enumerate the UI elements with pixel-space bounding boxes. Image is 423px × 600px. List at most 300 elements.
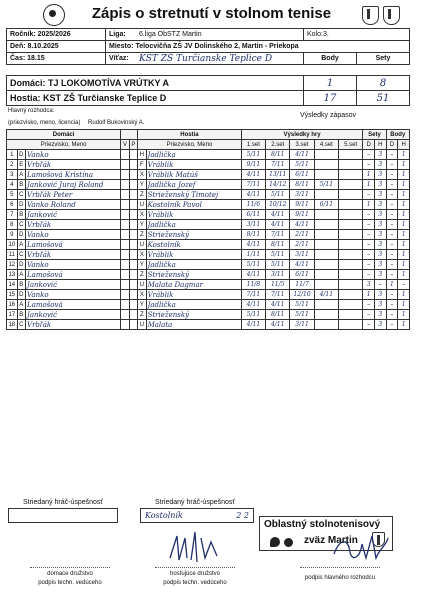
away-player-name: Strieženský bbox=[146, 310, 241, 320]
home-player-name: Vrbľák bbox=[26, 250, 121, 260]
time-label: Čas: 18.15 bbox=[7, 53, 106, 65]
set-5-score bbox=[339, 220, 363, 230]
sets-away: 3 bbox=[374, 200, 386, 210]
home-loss-cell bbox=[129, 210, 137, 220]
points-away: 1 bbox=[398, 170, 410, 180]
sets-home: – bbox=[363, 160, 375, 170]
set-4-score: 6/11 bbox=[314, 200, 338, 210]
home-loss-cell bbox=[129, 290, 137, 300]
away-player-letter: Z bbox=[138, 270, 146, 280]
home-win-cell bbox=[121, 190, 129, 200]
match-number: 6 bbox=[7, 200, 18, 210]
points-away: 1 bbox=[398, 210, 410, 220]
set-2-score: 8/11 bbox=[266, 310, 290, 320]
away-sets: 51 bbox=[357, 91, 410, 106]
table-row bbox=[7, 170, 410, 180]
away-signature bbox=[165, 528, 225, 568]
home-team-label: Domáci: bbox=[10, 78, 46, 88]
set-1-score: 5/11 bbox=[241, 310, 265, 320]
away-player-name: Strieženský bbox=[146, 270, 241, 280]
points-away: 1 bbox=[398, 240, 410, 250]
away-signature-line bbox=[155, 567, 235, 568]
set-3-score: 2/11 bbox=[290, 230, 314, 240]
sets-home: – bbox=[363, 260, 375, 270]
away-player-letter: X bbox=[138, 210, 146, 220]
home-points: 1 bbox=[304, 76, 357, 91]
sets-home: 1 bbox=[363, 180, 375, 190]
away-player-name: Jadlička bbox=[146, 300, 241, 310]
set-3-score: 4/11 bbox=[290, 150, 314, 160]
points-away: 1 bbox=[398, 260, 410, 270]
points-home: – bbox=[386, 210, 398, 220]
home-name-subheader: Priezvisko, Meno bbox=[7, 140, 121, 150]
sets-home: 1 bbox=[363, 290, 375, 300]
table-row bbox=[7, 160, 410, 170]
home-loss-cell bbox=[129, 250, 137, 260]
win-subheader: V bbox=[121, 140, 129, 150]
points-home: – bbox=[386, 230, 398, 240]
home-win-cell bbox=[121, 290, 129, 300]
home-player-letter: D bbox=[17, 260, 25, 270]
match-number: 7 bbox=[7, 210, 18, 220]
points-away: 1 bbox=[398, 290, 410, 300]
home-player-letter: C bbox=[17, 250, 25, 260]
set-3-score: 3/11 bbox=[290, 250, 314, 260]
match-number: 2 bbox=[7, 160, 18, 170]
match-header-table bbox=[6, 28, 410, 65]
points-away: 1 bbox=[398, 150, 410, 160]
home-win-cell bbox=[121, 160, 129, 170]
grid-subheader-row bbox=[7, 140, 410, 150]
table-row bbox=[7, 320, 410, 330]
set-2-score: 4/11 bbox=[266, 300, 290, 310]
table-row bbox=[7, 190, 410, 200]
set-1-score: 4/11 bbox=[241, 300, 265, 310]
sets-away-header: H bbox=[374, 140, 386, 150]
points-home: – bbox=[386, 150, 398, 160]
set-2-score: 4/11 bbox=[266, 220, 290, 230]
sets-away: 3 bbox=[374, 210, 386, 220]
home-player-name: Vrbľák bbox=[26, 160, 121, 170]
set-5-score bbox=[339, 170, 363, 180]
set-4-score bbox=[314, 160, 338, 170]
away-player-name: Jadlička bbox=[146, 260, 241, 270]
table-row bbox=[7, 280, 410, 290]
away-player-letter: U bbox=[138, 200, 146, 210]
table-row bbox=[7, 210, 410, 220]
home-player-letter: C bbox=[17, 220, 25, 230]
results-grid bbox=[6, 129, 410, 330]
set-1-score: 3/11 bbox=[241, 220, 265, 230]
home-loss-cell bbox=[129, 280, 137, 290]
points-header: Body bbox=[304, 53, 357, 65]
home-win-cell bbox=[121, 220, 129, 230]
home-substitution-box bbox=[8, 508, 118, 523]
points-home: – bbox=[386, 190, 398, 200]
table-row bbox=[7, 220, 410, 230]
away-points: 17 bbox=[304, 91, 357, 106]
set-3-score: 9/11 bbox=[290, 200, 314, 210]
away-player-letter: Z bbox=[138, 310, 146, 320]
set-3-score: 5/11 bbox=[290, 160, 314, 170]
home-player-letter: D bbox=[17, 230, 25, 240]
away-player-name: Jadlička Jozef bbox=[146, 180, 241, 190]
set-4-score bbox=[314, 310, 338, 320]
league-label: Liga: bbox=[106, 29, 137, 41]
set-2-score: 5/11 bbox=[266, 250, 290, 260]
points-home: – bbox=[386, 290, 398, 300]
points-home: – bbox=[386, 180, 398, 190]
away-player-name: Strieženský bbox=[146, 230, 241, 240]
set-5-score bbox=[339, 250, 363, 260]
points-home: – bbox=[386, 270, 398, 280]
home-player-letter: B bbox=[17, 310, 25, 320]
away-substitution-score: 2 2 bbox=[236, 511, 249, 520]
set-5-header: 5.set bbox=[339, 140, 363, 150]
points-home: – bbox=[386, 170, 398, 180]
set-1-score: 4/11 bbox=[241, 170, 265, 180]
away-player-letter: F bbox=[138, 160, 146, 170]
set-5-score bbox=[339, 180, 363, 190]
sets-away: 3 bbox=[374, 160, 386, 170]
set-4-score bbox=[314, 190, 338, 200]
set-4-header: 4.set bbox=[314, 140, 338, 150]
venue-label: Miesto: Telocvičňa ZŠ JV Dolinského 2, Martin - Priekopa bbox=[106, 41, 410, 53]
set-2-score: 8/11 bbox=[266, 240, 290, 250]
away-player-letter: Y bbox=[138, 180, 146, 190]
match-number: 1 bbox=[7, 150, 18, 160]
set-5-score bbox=[339, 320, 363, 330]
points-away: 1 bbox=[398, 250, 410, 260]
home-loss-cell bbox=[129, 240, 137, 250]
away-team-label: Hostia: bbox=[10, 93, 41, 103]
away-team-row bbox=[7, 91, 304, 106]
home-loss-cell bbox=[129, 170, 137, 180]
points-home: – bbox=[386, 200, 398, 210]
match-number: 3 bbox=[7, 170, 18, 180]
set-5-score bbox=[339, 230, 363, 240]
set-3-score: 6/11 bbox=[290, 270, 314, 280]
round-label: Kolo:3. bbox=[304, 29, 410, 41]
home-win-cell bbox=[121, 180, 129, 190]
home-loss-cell bbox=[129, 320, 137, 330]
home-loss-cell bbox=[129, 230, 137, 240]
set-5-score bbox=[339, 260, 363, 270]
set-2-score: 14/12 bbox=[266, 180, 290, 190]
sets-away: 3 bbox=[374, 260, 386, 270]
set-3-score: 6/11 bbox=[290, 170, 314, 180]
table-row bbox=[7, 150, 410, 160]
sets-home: – bbox=[363, 310, 375, 320]
points-home: – bbox=[386, 300, 398, 310]
referee-name: Rudolf Bukovinský A. bbox=[88, 120, 145, 126]
set-1-header: 1.set bbox=[241, 140, 265, 150]
table-row bbox=[7, 230, 410, 240]
set-2-score: 7/11 bbox=[266, 160, 290, 170]
set-5-score bbox=[339, 210, 363, 220]
home-player-name: Vrbľák bbox=[26, 220, 121, 230]
table-row bbox=[7, 180, 410, 190]
sets-away: 3 bbox=[374, 180, 386, 190]
sets-away: 3 bbox=[374, 290, 386, 300]
table-row bbox=[7, 200, 410, 210]
points-away: 1 bbox=[398, 180, 410, 190]
points-home: – bbox=[386, 320, 398, 330]
home-team-row bbox=[7, 76, 304, 91]
away-player-letter: U bbox=[138, 240, 146, 250]
set-1-score: 8/11 bbox=[241, 230, 265, 240]
match-number: 8 bbox=[7, 220, 18, 230]
match-number: 15 bbox=[8, 291, 16, 298]
home-player-name: Vanko bbox=[26, 260, 121, 270]
set-3-score: 4/11 bbox=[290, 220, 314, 230]
away-player-letter: X bbox=[138, 170, 146, 180]
points-home: – bbox=[386, 160, 398, 170]
set-4-score bbox=[314, 170, 338, 180]
referee-signature-line bbox=[300, 567, 380, 568]
sets-home: – bbox=[363, 150, 375, 160]
sets-away: 3 bbox=[374, 150, 386, 160]
set-4-score: 5/11 bbox=[314, 180, 338, 190]
paddle-icon bbox=[270, 537, 280, 547]
home-player-letter: D bbox=[17, 150, 25, 160]
sets-away: 3 bbox=[374, 220, 386, 230]
home-win-cell bbox=[121, 240, 129, 250]
home-player-letter: A bbox=[17, 170, 25, 180]
sets-home: – bbox=[363, 240, 375, 250]
set-1-score: 6/11 bbox=[241, 210, 265, 220]
page-title: Zápis o stretnutí v stolnom tenise bbox=[91, 5, 332, 22]
home-player-letter: B bbox=[17, 180, 25, 190]
ball-icon bbox=[284, 538, 293, 547]
sets-home: – bbox=[363, 210, 375, 220]
home-player-letter: A bbox=[17, 240, 25, 250]
set-5-score bbox=[339, 300, 363, 310]
set-1-score: 11/6 bbox=[241, 200, 265, 210]
sets-home: 3 bbox=[363, 280, 375, 290]
set-1-score: 7/11 bbox=[241, 180, 265, 190]
set-5-score bbox=[339, 240, 363, 250]
points-away: 1 bbox=[398, 300, 410, 310]
table-row bbox=[7, 290, 410, 300]
winner-value: KST ZŠ Turčianske Teplice D bbox=[136, 53, 304, 65]
set-3-score: 3/11 bbox=[290, 190, 314, 200]
sets-home: 1 bbox=[363, 170, 375, 180]
date-label: Deň: 8.10.2025 bbox=[7, 41, 106, 53]
away-substitution-label: Striedaný hráč-úspešnosť bbox=[154, 499, 236, 506]
set-3-score: 9/11 bbox=[290, 210, 314, 220]
union-name-line1: Oblastný stolnotenisový bbox=[264, 519, 381, 530]
home-player-name: Vanko bbox=[26, 230, 121, 240]
home-player-name: Janković Juraj Roland bbox=[26, 180, 121, 190]
home-player-letter: A bbox=[17, 270, 25, 280]
away-player-letter: Z bbox=[138, 230, 146, 240]
sets-away: 3 bbox=[374, 190, 386, 200]
home-player-name: Vanko Roland bbox=[26, 200, 121, 210]
sets-home: – bbox=[363, 250, 375, 260]
referee-label: Hlavný rozhodca: bbox=[8, 108, 55, 114]
set-4-score bbox=[314, 280, 338, 290]
set-5-score bbox=[339, 150, 363, 160]
away-player-letter: H bbox=[138, 150, 146, 160]
home-player-letter: D bbox=[17, 290, 25, 300]
home-player-name: Lamošová bbox=[26, 270, 121, 280]
sets-away: 3 bbox=[374, 320, 386, 330]
home-win-cell bbox=[121, 170, 129, 180]
referee-signature bbox=[330, 528, 390, 568]
loss-subheader: P bbox=[129, 140, 137, 150]
set-1-score: 7/11 bbox=[241, 290, 265, 300]
set-3-score: 2/11 bbox=[290, 240, 314, 250]
match-number: 13 bbox=[8, 271, 16, 278]
away-player-name: Kostolník Pavol bbox=[146, 200, 241, 210]
home-loss-cell bbox=[129, 310, 137, 320]
sets-away: 3 bbox=[374, 300, 386, 310]
home-win-cell bbox=[121, 260, 129, 270]
set-1-score: 5/11 bbox=[241, 150, 265, 160]
points-away: 1 bbox=[398, 190, 410, 200]
home-player-name: Vrbľák bbox=[26, 320, 121, 330]
home-loss-cell bbox=[129, 270, 137, 280]
set-3-score: 11/7 bbox=[290, 280, 314, 290]
match-number: 17 bbox=[8, 311, 16, 318]
sets-home: – bbox=[363, 190, 375, 200]
match-number: 4 bbox=[7, 180, 18, 190]
table-row bbox=[7, 310, 410, 320]
grid-sets-header: Sety bbox=[363, 130, 386, 140]
away-player-letter: Y bbox=[138, 300, 146, 310]
away-player-name: Jadlička bbox=[146, 220, 241, 230]
match-number: 14 bbox=[8, 281, 16, 288]
home-loss-cell bbox=[129, 300, 137, 310]
home-vp-header bbox=[121, 130, 138, 140]
points-home: – bbox=[386, 240, 398, 250]
home-win-cell bbox=[121, 320, 129, 330]
set-2-score: 3/11 bbox=[266, 270, 290, 280]
home-player-letter: D bbox=[17, 200, 25, 210]
set-4-score bbox=[314, 150, 338, 160]
season-label: Ročník: 2025/2026 bbox=[7, 29, 106, 41]
set-1-score: 4/11 bbox=[241, 240, 265, 250]
set-2-score: 7/11 bbox=[266, 290, 290, 300]
home-team-name: TJ LOKOMOTÍVA VRÚTKY A bbox=[48, 78, 170, 88]
home-loss-cell bbox=[129, 200, 137, 210]
away-player-name: Vráblik bbox=[146, 210, 241, 220]
set-2-score: 8/11 bbox=[266, 150, 290, 160]
set-3-score: 8/11 bbox=[290, 180, 314, 190]
set-2-score: 10/12 bbox=[266, 200, 290, 210]
coat-of-arms-icon bbox=[383, 6, 400, 25]
sets-home-header: D bbox=[363, 140, 375, 150]
home-player-name: Lamošová bbox=[26, 240, 121, 250]
sets-home: – bbox=[363, 270, 375, 280]
home-player-letter: C bbox=[17, 320, 25, 330]
winner-label: Víťaz: bbox=[106, 53, 137, 65]
home-player-letter: C bbox=[17, 190, 25, 200]
points-home: – bbox=[386, 310, 398, 320]
set-1-score: 4/11 bbox=[241, 270, 265, 280]
points-away: 1 bbox=[398, 200, 410, 210]
home-player-name: Lamošová Kristína bbox=[26, 170, 121, 180]
set-5-score bbox=[339, 310, 363, 320]
set-5-score bbox=[339, 200, 363, 210]
set-4-score bbox=[314, 270, 338, 280]
away-player-name: Strieženský Timotej bbox=[146, 190, 241, 200]
set-5-score bbox=[339, 290, 363, 300]
away-name-subheader: Priezvisko, Meno bbox=[138, 140, 242, 150]
table-row bbox=[7, 240, 410, 250]
home-win-cell bbox=[121, 250, 129, 260]
set-2-score: 4/11 bbox=[266, 320, 290, 330]
away-team-sign-sublabel: podpis techn. vedúceho bbox=[163, 580, 227, 586]
home-win-cell bbox=[121, 280, 129, 290]
away-substitution-box bbox=[140, 508, 254, 523]
match-number: 18 bbox=[8, 321, 16, 328]
away-player-name: Malata Dagmar bbox=[146, 280, 241, 290]
away-player-letter: U bbox=[138, 320, 146, 330]
home-win-cell bbox=[121, 300, 129, 310]
set-5-score bbox=[339, 160, 363, 170]
table-row bbox=[7, 260, 410, 270]
away-player-letter: Y bbox=[138, 260, 146, 270]
set-3-header: 3.set bbox=[290, 140, 314, 150]
set-1-score: 5/11 bbox=[241, 260, 265, 270]
away-player-letter: U bbox=[138, 280, 146, 290]
match-number: 12 bbox=[8, 261, 16, 268]
away-player-name: Malata bbox=[146, 320, 241, 330]
away-player-name: Vráblik bbox=[146, 250, 241, 260]
points-away: 1 bbox=[398, 320, 410, 330]
set-4-score bbox=[314, 300, 338, 310]
points-away: 1 bbox=[398, 310, 410, 320]
set-4-score bbox=[314, 210, 338, 220]
sets-away: 3 bbox=[374, 310, 386, 320]
away-player-name: Vráblik bbox=[146, 160, 241, 170]
home-win-cell bbox=[121, 230, 129, 240]
away-player-name: Vráblik bbox=[146, 290, 241, 300]
set-2-header: 2.set bbox=[266, 140, 290, 150]
match-number: 11 bbox=[7, 250, 18, 260]
home-loss-cell bbox=[129, 190, 137, 200]
sets-home: – bbox=[363, 320, 375, 330]
sets-home: – bbox=[363, 230, 375, 240]
sets-header: Sety bbox=[357, 53, 410, 65]
match-number: 5 bbox=[7, 190, 18, 200]
set-2-score: 11/5 bbox=[266, 280, 290, 290]
sets-away: – bbox=[374, 280, 386, 290]
home-loss-cell bbox=[129, 160, 137, 170]
home-signature-line bbox=[30, 567, 110, 568]
set-1-score: 1/11 bbox=[241, 250, 265, 260]
away-substitution-value: Kostolník bbox=[145, 511, 183, 520]
home-col-header: Domáci bbox=[7, 130, 121, 140]
points-away: – bbox=[398, 280, 410, 290]
home-player-letter: A bbox=[17, 300, 25, 310]
home-player-name: Vrbľák Peter bbox=[26, 190, 121, 200]
set-4-score bbox=[314, 250, 338, 260]
set-4-score bbox=[314, 220, 338, 230]
home-loss-cell bbox=[129, 150, 137, 160]
table-row bbox=[7, 270, 410, 280]
away-player-name: Vráblik Matúš bbox=[146, 170, 241, 180]
set-4-score bbox=[314, 240, 338, 250]
away-player-letter: Z bbox=[138, 190, 146, 200]
sets-away: 3 bbox=[374, 240, 386, 250]
set-5-score bbox=[339, 190, 363, 200]
points-home: – bbox=[386, 220, 398, 230]
set-1-score: 4/11 bbox=[241, 190, 265, 200]
match-number: 10 bbox=[8, 241, 16, 248]
